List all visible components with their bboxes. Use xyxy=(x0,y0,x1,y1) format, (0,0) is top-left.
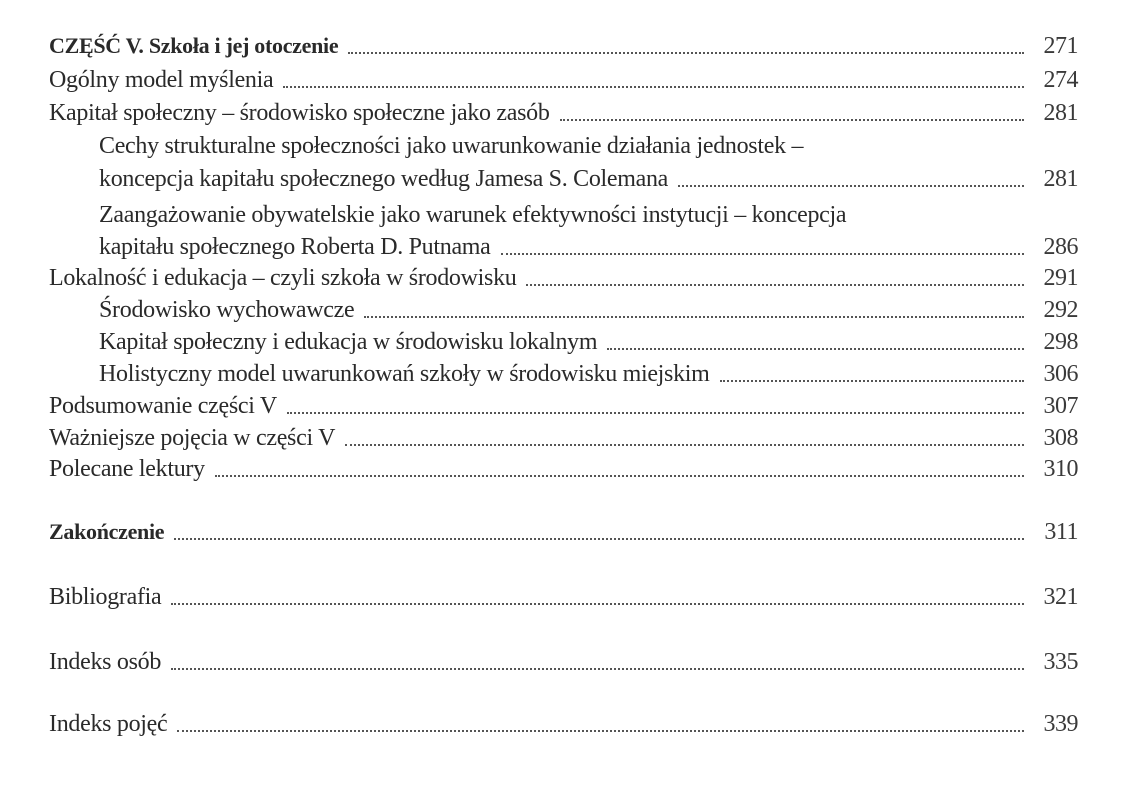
toc-entry-person-index xyxy=(0,646,1122,678)
toc-entry xyxy=(0,64,1122,96)
toc-entry-page: 298 xyxy=(1043,329,1078,355)
toc-entry-title-line1: Cechy strukturalne społeczności jako uwarunkowanie działania jednostek – xyxy=(99,133,804,159)
toc-entry-title: Indeks osób xyxy=(49,649,162,675)
dot-leader xyxy=(171,668,1024,670)
toc-entry-title: Indeks pojęć xyxy=(49,711,168,737)
dot-leader xyxy=(560,119,1024,121)
dot-leader xyxy=(720,380,1024,382)
toc-entry-title: Podsumowanie części V xyxy=(49,393,277,419)
toc-entry xyxy=(0,390,1122,422)
toc-entry-page: 292 xyxy=(1043,297,1078,323)
dot-leader xyxy=(177,730,1024,732)
toc-entry-title: Zakończenie xyxy=(49,519,165,544)
toc-entry-page: 321 xyxy=(1043,584,1078,610)
toc-entry xyxy=(0,326,1122,358)
toc-entry-page: 310 xyxy=(1043,456,1078,482)
toc-entry-page: 274 xyxy=(1043,67,1078,93)
toc-entry xyxy=(0,422,1122,454)
toc-entry-page: 311 xyxy=(1044,519,1078,545)
dot-leader xyxy=(174,538,1024,540)
toc-entry-page: 281 xyxy=(1043,166,1078,192)
dot-leader xyxy=(345,444,1024,446)
toc-entry-conclusion xyxy=(0,516,1122,548)
toc-entry-page: 286 xyxy=(1043,234,1078,260)
toc-entry-title: Kapitał społeczny i edukacja w środowisku lokalnym xyxy=(99,329,598,355)
toc-entry-title: kapitału społecznego Roberta D. Putnama xyxy=(99,234,491,260)
toc-entry-concept-index xyxy=(0,708,1122,740)
dot-leader xyxy=(526,284,1024,286)
toc-entry-page: 308 xyxy=(1043,425,1078,451)
toc-entry-title: Ogólny model myślenia xyxy=(49,67,274,93)
toc-entry xyxy=(0,453,1122,485)
toc-entry-title: Środowisko wychowawcze xyxy=(99,297,355,323)
toc-entry-page: 271 xyxy=(1043,33,1078,59)
toc-entry-page: 335 xyxy=(1043,649,1078,675)
toc-entry xyxy=(0,262,1122,294)
toc-entry-title: Polecane lektury xyxy=(49,456,205,482)
toc-entry-page: 307 xyxy=(1043,393,1078,419)
toc-entry-page: 306 xyxy=(1043,361,1078,387)
toc-entry xyxy=(0,358,1122,390)
dot-leader xyxy=(607,348,1024,350)
toc-entry-title: Kapitał społeczny – środowisko społeczne jako zasób xyxy=(49,100,550,126)
toc-entry-title: Ważniejsze pojęcia w części V xyxy=(49,425,336,451)
toc-entry-title: Lokalność i edukacja – czyli szkoła w środowisku xyxy=(49,265,517,291)
toc-entry-title-line1: Zaangażowanie obywatelskie jako warunek efektywności instytucji – koncepcja xyxy=(99,202,847,228)
dot-leader xyxy=(287,412,1024,414)
dot-leader xyxy=(501,253,1024,255)
toc-entry-bibliography xyxy=(0,581,1122,613)
dot-leader xyxy=(215,475,1024,477)
toc-entry-title: Bibliografia xyxy=(49,584,162,610)
toc-entry-page: 291 xyxy=(1043,265,1078,291)
dot-leader xyxy=(348,52,1024,54)
toc-entry xyxy=(0,231,1122,263)
dot-leader xyxy=(678,185,1024,187)
toc-entry-part-v xyxy=(0,30,1122,62)
toc-entry-page: 281 xyxy=(1043,100,1078,126)
dot-leader xyxy=(171,603,1024,605)
toc-entry-page: 339 xyxy=(1043,711,1078,737)
toc-entry xyxy=(0,163,1122,195)
toc-entry xyxy=(0,97,1122,129)
toc-entry-title: CZĘŚĆ V. Szkoła i jej otoczenie xyxy=(49,33,339,58)
toc-entry-title: koncepcja kapitału społecznego według Jamesa S. Colemana xyxy=(99,166,669,192)
toc-entry-title: Holistyczny model uwarunkowań szkoły w środowisku miejskim xyxy=(99,361,710,387)
dot-leader xyxy=(364,316,1024,318)
dot-leader xyxy=(283,86,1024,88)
toc-entry xyxy=(0,294,1122,326)
